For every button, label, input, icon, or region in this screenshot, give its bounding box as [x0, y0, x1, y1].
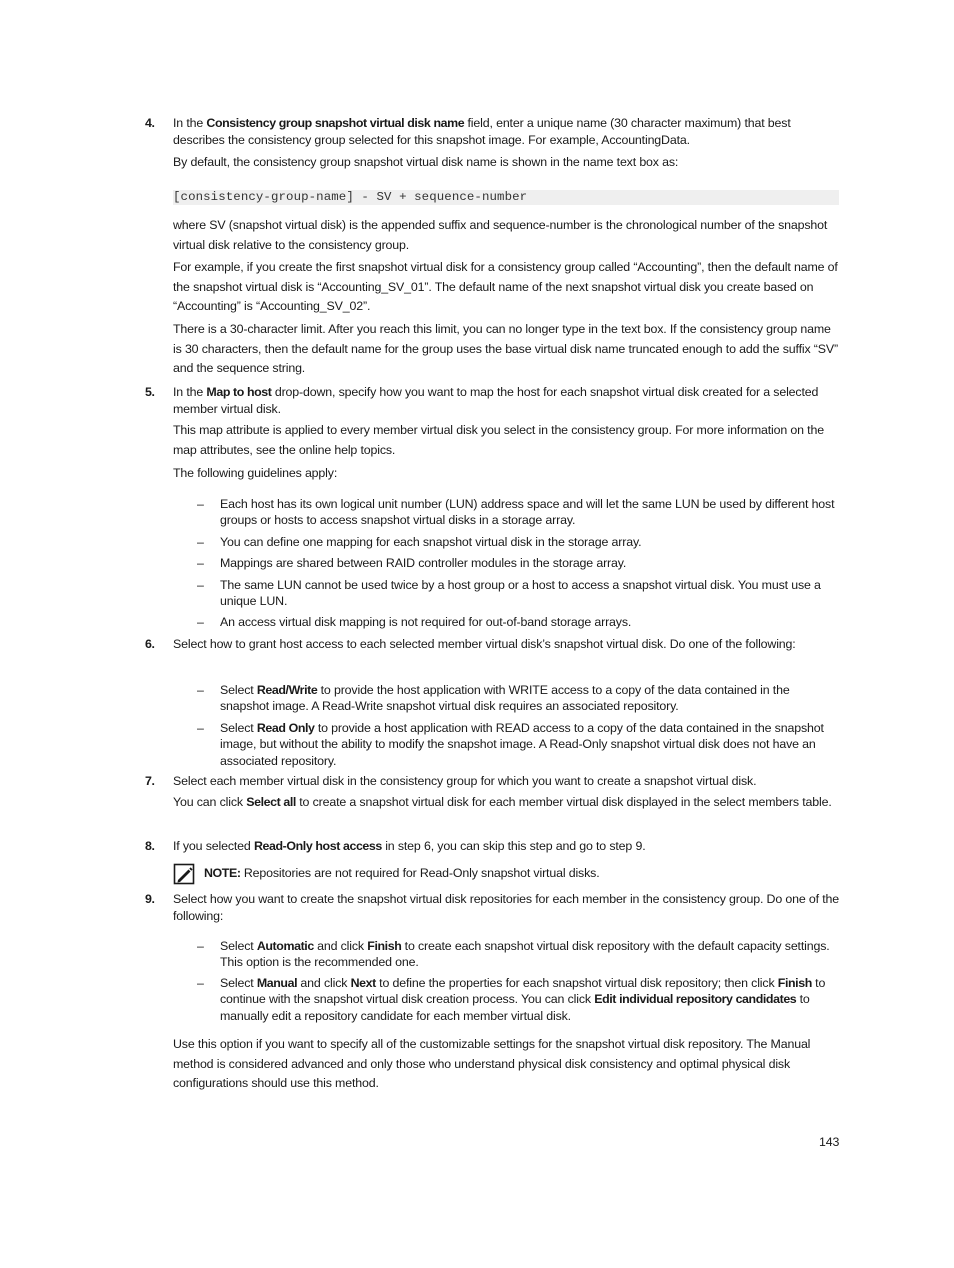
code-block: [consistency-group-name] - SV + sequence-number — [173, 190, 839, 205]
dash-bullet: – — [197, 939, 204, 953]
list-item — [197, 555, 841, 571]
ui-label-manual: Manual — [256, 976, 298, 990]
paragraph: You can click Select all to create a snapshot virtual disk for each member virtual disk displayed in the select members table. — [173, 795, 832, 809]
pencil-note-icon — [173, 863, 195, 885]
paragraph: This map attribute is applied to every member virtual disk you select in the consistency group. For more information on the map attributes, see the online help topics. — [173, 423, 824, 457]
dash-bullet: – — [197, 578, 204, 592]
list-item-text: Select Automatic and click Finish to create each snapshot virtual disk repository with the default capacity settings. This option is the recommended one. — [220, 939, 830, 970]
ui-label-automatic: Automatic — [256, 939, 314, 953]
list-item-text: Mappings are shared between RAID controller modules in the storage array. — [220, 556, 627, 570]
list-item-text: Select Read Only to provide a host application with READ access to a copy of the data contained in the snapshot image, but without the ability to modify the snapshot image. A Read-Only snapshot virtual disk does not have an associated repository. — [220, 721, 824, 768]
note-text: Repositories are not required for Read-Only snapshot virtual disks. — [240, 866, 600, 880]
ui-label-finish: Finish — [367, 939, 402, 953]
list-item — [197, 614, 841, 630]
step-text: In the Map to host drop-down, specify how you want to map the host for each snapshot virtual disk created for a selected member virtual disk. — [173, 385, 819, 416]
list-item — [197, 496, 841, 529]
ui-label-consistency-group-name: Consistency group snapshot virtual disk name — [206, 116, 465, 130]
step-6 — [145, 636, 845, 653]
dash-bullet: – — [197, 497, 204, 511]
ui-label-read-write: Read/Write — [256, 683, 318, 697]
dash-bullet: – — [197, 556, 204, 570]
dash-bullet: – — [197, 683, 204, 697]
ui-label-select-all: Select all — [246, 795, 296, 809]
paragraph: Use this option if you want to specify all of the customizable settings for the snapshot virtual disk repository. The Manual method is considered advanced and only those who understand physical disk consistency and optimal physical disk configurations should use this method. — [173, 1037, 811, 1090]
dash-bullet: – — [197, 615, 204, 629]
step-number: 5. — [145, 385, 155, 399]
paragraph: By default, the consistency group snapshot virtual disk name is shown in the name text box as: — [173, 155, 679, 169]
page-number: 143 — [819, 1135, 840, 1149]
step-9 — [145, 891, 845, 924]
dash-bullet: – — [197, 721, 204, 735]
step-text: If you selected Read-Only host access in step 6, you can skip this step and go to step 9. — [173, 839, 646, 853]
paragraph: For example, if you create the first snapshot virtual disk for a consistency group called “Accounting”, then the default name of the snapshot virtual disk is “Accounting_SV_01”. The default name of the next snapshot virtual disk you create based on “Accounting” is “Accounting_SV_02”. — [173, 260, 838, 313]
dash-bullet: – — [197, 976, 204, 990]
ui-label-map-to-host: Map to host — [206, 385, 272, 399]
list-item-text: Each host has its own logical unit number (LUN) address space and will let the same LUN be used by different host groups or hosts to access snapshot virtual disks in a storage array. — [220, 497, 835, 528]
step-8 — [145, 838, 845, 855]
dash-bullet: – — [197, 535, 204, 549]
paragraph: where SV (snapshot virtual disk) is the appended suffix and sequence-number is the chronological number of the snapshot virtual disk relative to the consistency group. — [173, 218, 828, 252]
list-item-text: Select Manual and click Next to define the properties for each snapshot virtual disk repository; then click Finish to continue with the snapshot virtual disk creation process. You can click Edit individual repository candidates to manually edit a repository candidate for each member virtual disk. — [220, 976, 826, 1023]
step-number: 6. — [145, 637, 155, 651]
list-item — [197, 720, 841, 769]
paragraph: The following guidelines apply: — [173, 466, 338, 480]
list-item — [197, 975, 841, 1024]
list-item-text: Select Read/Write to provide the host application with WRITE access to a copy of the data contained in the snapshot image. A Read-Write snapshot virtual disk requires an associated repository. — [220, 683, 790, 714]
step-number: 7. — [145, 774, 155, 788]
step-5 — [145, 384, 845, 417]
step-text: Select how you want to create the snapshot virtual disk repositories for each member in the consistency group. Do one of the following: — [173, 892, 840, 923]
step-text: In the Consistency group snapshot virtual disk name field, enter a unique name (30 character maximum) that best describes the consistency group selected for this snapshot image. For example, AccountingData. — [173, 116, 791, 147]
list-item — [197, 534, 841, 550]
ui-label-read-only-host-access: Read-Only host access — [253, 839, 382, 853]
list-item — [197, 938, 841, 971]
step-4 — [145, 115, 845, 148]
list-item — [197, 577, 841, 610]
note — [204, 865, 844, 882]
ui-label-read-only: Read Only — [256, 721, 315, 735]
list-item-text: The same LUN cannot be used twice by a host group or a host to access a snapshot virtual disk. You must use a unique LUN. — [220, 578, 821, 609]
ui-label-edit-candidates: Edit individual repository candidates — [594, 992, 797, 1007]
paragraph: There is a 30-character limit. After you reach this limit, you can no longer type in the text box. If the consistency group name is 30 characters, then the default name for the group uses the base virtual disk name truncated enough to add the suffix “SV” and the sequence string. — [173, 322, 838, 375]
step-text: Select how to grant host access to each selected member virtual disk’s snapshot virtual disk. Do one of the following: — [173, 637, 796, 651]
step-number: 4. — [145, 116, 155, 130]
step-7 — [145, 773, 845, 790]
step-number: 9. — [145, 892, 155, 906]
ui-label-finish: Finish — [777, 976, 812, 990]
list-item-text: You can define one mapping for each snapshot virtual disk in the storage array. — [220, 535, 642, 549]
ui-label-next: Next — [350, 976, 376, 990]
list-item — [197, 682, 841, 715]
step-number: 8. — [145, 839, 155, 853]
step-text: Select each member virtual disk in the consistency group for which you want to create a snapshot virtual disk. — [173, 774, 757, 788]
note-label: NOTE: — [204, 866, 241, 880]
list-item-text: An access virtual disk mapping is not required for out-of-band storage arrays. — [220, 615, 632, 629]
